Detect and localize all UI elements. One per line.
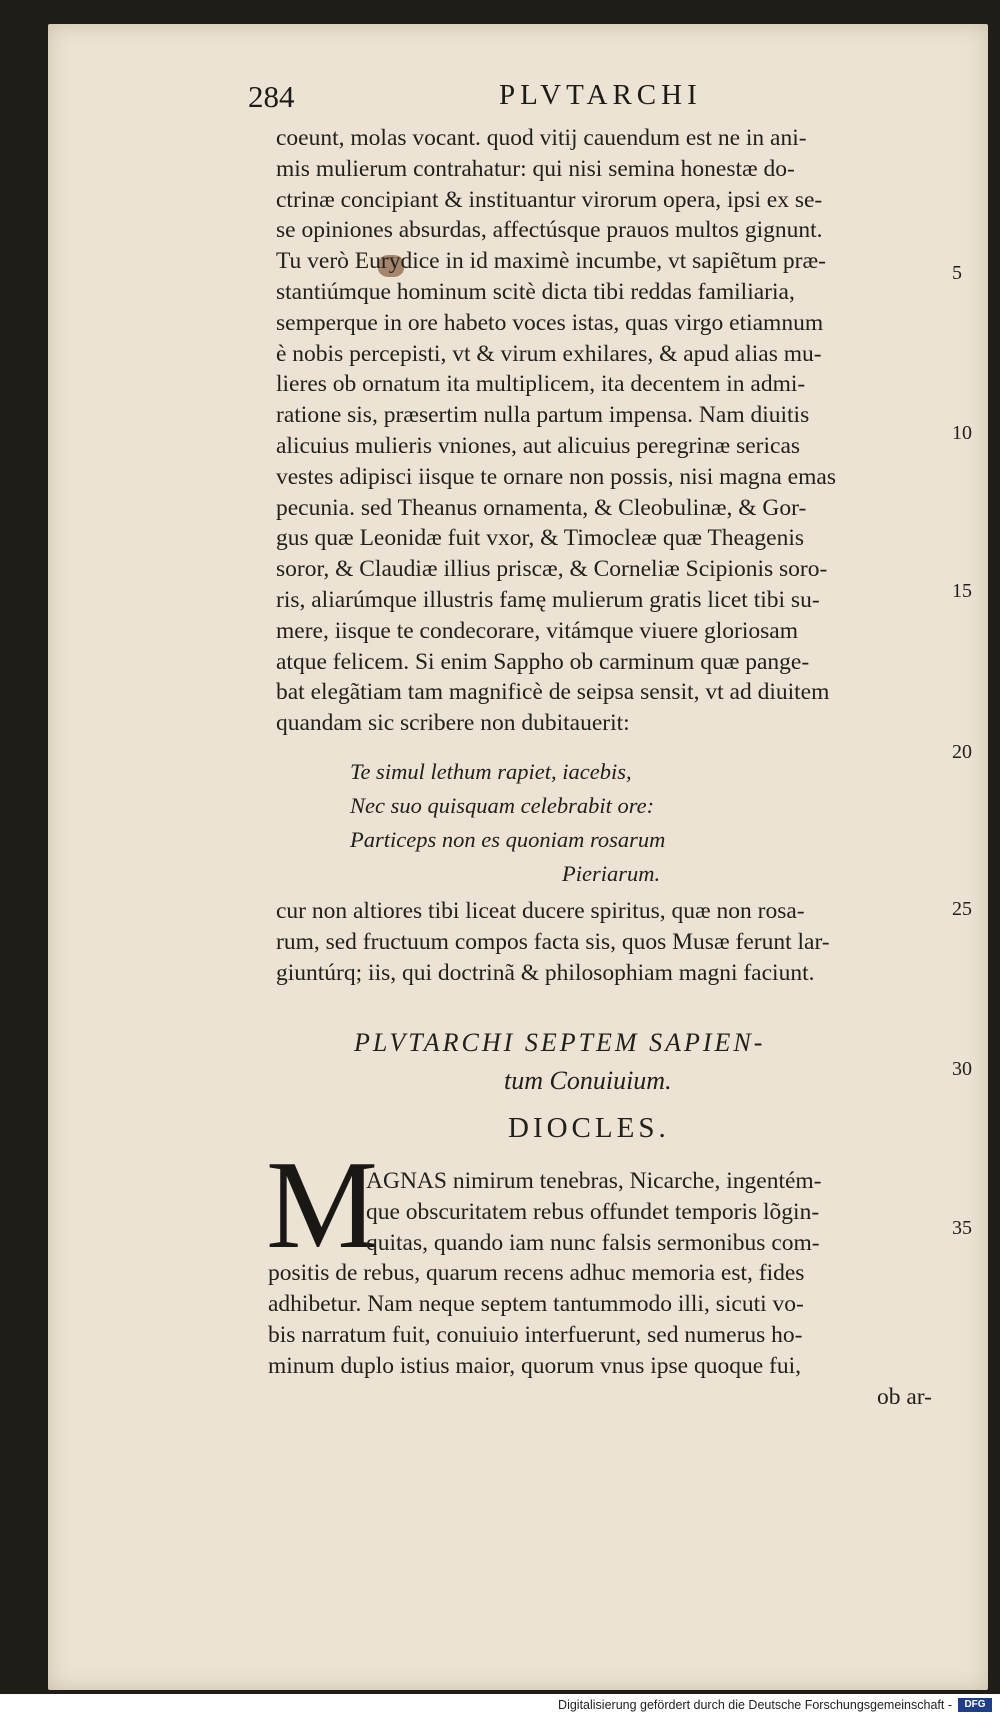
- digitization-footer: [0, 1694, 1000, 1717]
- line-number-margin: [952, 0, 992, 1717]
- text-line: soror, & Claudiæ illius priscæ, & Corneliæ Scipionis soro-: [276, 556, 828, 583]
- text-line: positis de rebus, quarum recens adhuc memoria est, fides: [268, 1260, 805, 1287]
- line-number: 35: [952, 1217, 972, 1239]
- dialogue-text: [268, 1166, 958, 1412]
- section-title-line: tum Conuiuium.: [504, 1066, 672, 1095]
- text-line: semperque in ore habeto voces istas, quas virgo etiamnum: [276, 309, 824, 336]
- text-line: pecunia. sed Theanus ornamenta, & Cleobulinæ, & Gor-: [276, 494, 807, 521]
- text-line: mere, iisque te condecorare, vitámque viuere gloriosam: [276, 617, 799, 644]
- text-line: Tu verò Eurydice in id maximè incumbe, vt sapiẽtum præ-: [276, 248, 826, 275]
- text-line: lieres ob ornatum ita multiplicem, ita decentem in admi-: [276, 371, 806, 398]
- text-line: quandam sic scribere non dubitauerit:: [276, 710, 630, 737]
- drop-cap: M: [266, 1136, 379, 1275]
- speaker-heading: DIOCLES.: [508, 1112, 670, 1144]
- catchword: ob ar-: [877, 1383, 932, 1410]
- text-line: mis mulierum contrahatur: qui nisi semina honestæ do-: [276, 155, 795, 182]
- text-line: bis narratum fuit, conuiuio interfuerunt, sed numerus ho-: [268, 1321, 803, 1348]
- text-line: gus quæ Leonidæ fuit vxor, & Timocleæ quæ Theagenis: [276, 525, 805, 552]
- text-line: se opiniones absurdas, affectúsque prauos multos gignunt.: [276, 217, 823, 244]
- verse-line: Pieriarum.: [562, 861, 661, 886]
- line-number: 20: [952, 741, 972, 763]
- text-line: atque felicem. Si enim Sappho ob carminum quæ pange-: [276, 648, 810, 675]
- page-number: 284: [248, 79, 295, 114]
- main-text: [276, 123, 956, 739]
- text-line: adhibetur. Nam neque septem tantummodo illi, sicuti vo-: [268, 1291, 804, 1318]
- section-title-line: PLVTARCHI SEPTEM SAPIEN-: [354, 1028, 766, 1057]
- text-line: è nobis percepisti, vt & virum exhilares, & apud alias mu-: [276, 340, 822, 367]
- line-number: 30: [952, 1058, 972, 1080]
- footer-credit: Digitalisierung gefördert durch die Deutsche Forschungsgemeinschaft -: [558, 1698, 952, 1712]
- text-line: ris, aliarúmque illustris famę mulierum gratis licet tibi su-: [276, 586, 820, 613]
- text-line: quitas, quando iam nunc falsis sermonibus com-: [366, 1229, 820, 1256]
- verse-line: Nec suo quisquam celebrabit ore:: [350, 793, 655, 818]
- text-line: minum duplo istius maior, quorum vnus ipse quoque fui,: [268, 1352, 802, 1379]
- line-number: 5: [952, 262, 962, 284]
- text-line: ctrinæ concipiant & instituantur virorum opera, ipsi ex se-: [276, 186, 823, 213]
- main-text-continued: [276, 896, 956, 988]
- line-number: 15: [952, 580, 972, 602]
- text-line: bat elegãtiam tam magnificè de seipsa sensit, vt ad diuitem: [276, 679, 830, 706]
- verse-quotation: [350, 755, 790, 891]
- text-line: stantiúmque hominum scitè dicta tibi reddas familiaria,: [276, 278, 795, 305]
- text-line: que obscuritatem rebus offundet temporis lõgin-: [366, 1198, 820, 1225]
- line-number: 10: [952, 422, 972, 444]
- page-header: [226, 79, 766, 123]
- verse-line: Te simul lethum rapiet, iacebis,: [350, 759, 632, 784]
- section-title: [276, 1024, 876, 1100]
- text-line: vestes adipisci iisque te ornare non possis, nisi magna emas: [276, 463, 836, 490]
- text-line: rum, sed fructuum compos facta sis, quos Musæ ferunt lar-: [276, 928, 830, 955]
- text-line: alicuius mulieris vniones, aut alicuius peregrinæ sericas: [276, 432, 801, 459]
- text-line: giuntúrq; iis, qui doctrinã & philosophiam magni faciunt.: [276, 959, 815, 986]
- line-number: 25: [952, 898, 972, 920]
- dfg-logo: DFG: [958, 1698, 992, 1712]
- text-line: AGNAS nimirum tenebras, Nicarche, ingentém-: [366, 1168, 822, 1194]
- verse-line: Particeps non es quoniam rosarum: [350, 827, 666, 852]
- text-line: coeunt, molas vocant. quod vitij cauendum est ne in ani-: [276, 125, 807, 151]
- running-head: PLVTARCHI: [499, 79, 702, 111]
- text-line: cur non altiores tibi liceat ducere spiritus, quæ non rosa-: [276, 898, 805, 924]
- text-line: ratione sis, præsertim nulla partum impensa. Nam diuitis: [276, 402, 810, 429]
